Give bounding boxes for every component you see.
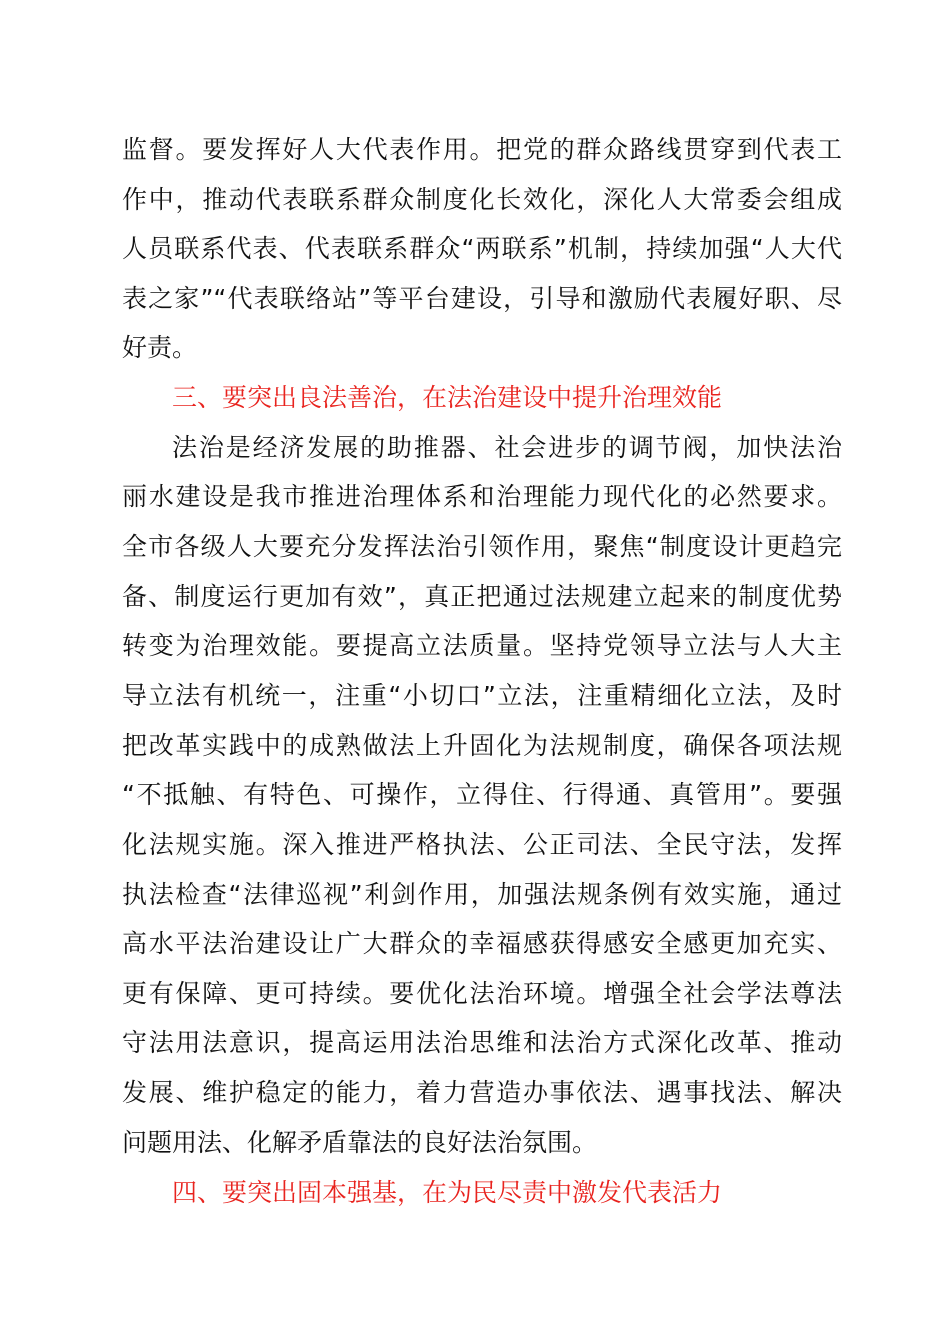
body-line: 更有保障、更可持续。要优化法治环境。增强全社会学法尊法 [122, 979, 842, 1008]
section-heading-4: 四、要突出固本强基，在为民尽责中激发代表活力 [172, 1178, 723, 1207]
body-line: 发展、维护稳定的能力，着力营造办事依法、遇事找法、解决 [122, 1078, 842, 1107]
body-line: 全市各级人大要充分发挥法治引领作用，聚焦“制度设计更趋完 [122, 532, 842, 561]
body-line: “不抵触、有特色、可操作，立得住、行得通、真管用”。要强 [122, 780, 842, 809]
body-line: 法治是经济发展的助推器、社会进步的调节阀，加快法治 [172, 433, 842, 462]
section-heading-3: 三、要突出良法善治，在法治建设中提升治理效能 [172, 383, 723, 412]
body-line: 把改革实践中的成熟做法上升固化为法规制度，确保各项法规 [122, 731, 842, 760]
body-line: 问题用法、化解矛盾靠法的良好法治氛围。 [122, 1128, 598, 1157]
body-line: 人员联系代表、代表联系群众“两联系”机制，持续加强“人大代 [122, 234, 842, 263]
body-line: 导立法有机统一，注重“小切口”立法，注重精细化立法，及时 [122, 681, 842, 710]
body-line: 丽水建设是我市推进治理体系和治理能力现代化的必然要求。 [122, 482, 842, 511]
body-line: 作中，推动代表联系群众制度化长效化，深化人大常委会组成 [122, 185, 842, 214]
body-line: 表之家”“代表联络站”等平台建设，引导和激励代表履好职、尽 [122, 284, 842, 313]
body-line: 守法用法意识，提高运用法治思维和法治方式深化改革、推动 [122, 1028, 842, 1057]
body-line: 监督。要发挥好人大代表作用。把党的群众路线贯穿到代表工 [122, 135, 842, 164]
body-line: 执法检查“法律巡视”利剑作用，加强法规条例有效实施，通过 [122, 880, 842, 909]
body-line: 好责。 [122, 333, 198, 362]
body-line: 转变为治理效能。要提高立法质量。坚持党领导立法与人大主 [122, 631, 842, 660]
body-line: 高水平法治建设让广大群众的幸福感获得感安全感更加充实、 [122, 929, 842, 958]
body-line: 化法规实施。深入推进严格执法、公正司法、全民守法，发挥 [122, 830, 842, 859]
body-line: 备、制度运行更加有效”，真正把通过法规建立起来的制度优势 [122, 582, 842, 611]
